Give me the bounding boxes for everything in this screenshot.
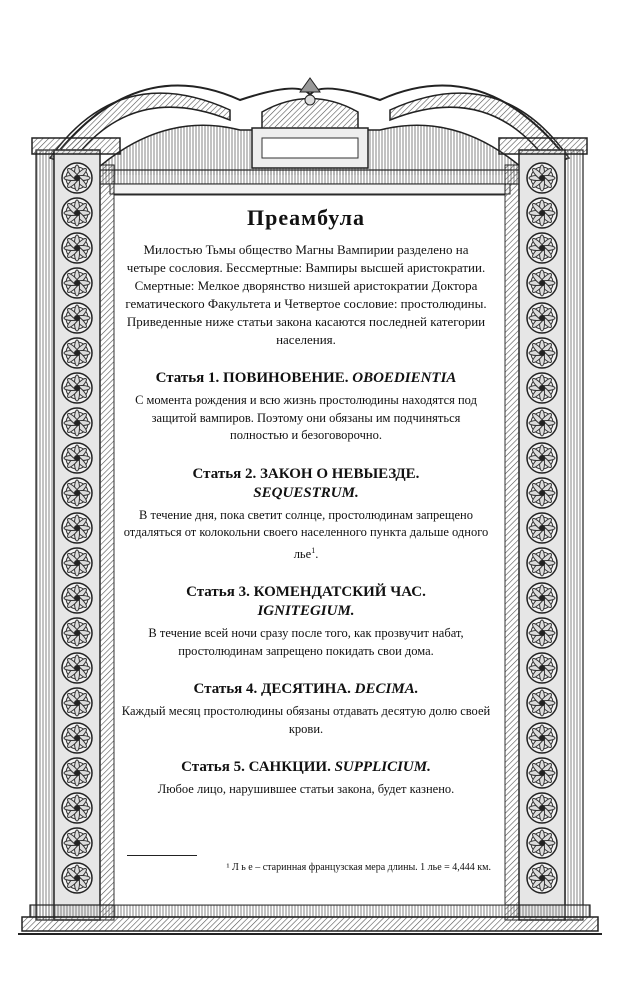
rosette-ornament bbox=[62, 233, 92, 263]
rosette-ornament bbox=[527, 513, 557, 543]
rosette-ornament bbox=[62, 163, 92, 193]
rosette-ornament bbox=[62, 688, 92, 718]
rosette-ornament bbox=[62, 793, 92, 823]
rosette-ornament bbox=[527, 653, 557, 683]
rosette-ornament bbox=[62, 828, 92, 858]
rosette-ornament bbox=[527, 303, 557, 333]
rosette-ornament bbox=[62, 338, 92, 368]
rosette-ornament bbox=[62, 548, 92, 578]
rosette-ornament bbox=[527, 723, 557, 753]
rosette-ornament bbox=[62, 443, 92, 473]
rosette-ornament bbox=[62, 198, 92, 228]
rosette-ornament bbox=[62, 408, 92, 438]
page-title: Преамбула bbox=[246, 205, 366, 230]
rosette-ornament bbox=[527, 828, 557, 858]
article-heading: Статья 4. ДЕСЯТИНА. DECIMA. bbox=[193, 681, 419, 698]
rosette-ornament bbox=[62, 303, 92, 333]
article-body: В течение дня, пока светит солнце, простолюдинам запрещено отдаляться от колокольни своего населенного пункта дальше одного лье$^1$. bbox=[123, 507, 489, 561]
article-body: Каждый месяц простолюдины обязаны отдавать десятую долю своей крови. bbox=[121, 704, 491, 736]
rosette-ornament bbox=[527, 163, 557, 193]
preamble-text: Милостью Тьмы общество Магны Вампирии разделено на четыре сословия. Бессмертные: Вампиры высшей аристократии. Смертные: Мелкое дворянство низшей аристократии Доктора гематического Факультета и Четвертое сословие: простолюдины. Приведенные ниже статьи закона касаются последней категории населения. bbox=[125, 242, 487, 347]
rosette-ornament bbox=[527, 338, 557, 368]
rosette-ornament bbox=[62, 513, 92, 543]
article-3 bbox=[121, 583, 491, 660]
article-4 bbox=[121, 680, 491, 738]
rosette-ornament bbox=[527, 198, 557, 228]
article-heading: Статья 3. КОМЕНДАТСКИЙ ЧАС. IGNITEGIUM. bbox=[186, 584, 426, 620]
rosette-ornament bbox=[527, 863, 557, 893]
article-2 bbox=[121, 465, 491, 564]
footnote-ref[interactable]: 1 bbox=[311, 545, 316, 555]
article-heading: Статья 5. САНКЦИИ. SUPPLICIUM. bbox=[181, 759, 431, 776]
article-heading: Статья 1. ПОВИНОВЕНИЕ. OBOEDIENTIA bbox=[155, 370, 457, 386]
rosette-ornament bbox=[62, 268, 92, 298]
rosette-ornament bbox=[527, 443, 557, 473]
rosette-ornament bbox=[527, 373, 557, 403]
document-body bbox=[121, 195, 491, 885]
rosette-ornament bbox=[62, 758, 92, 788]
rosette-ornament bbox=[527, 758, 557, 788]
rosette-ornament bbox=[62, 373, 92, 403]
article-1 bbox=[121, 369, 491, 445]
rosette-ornament bbox=[527, 793, 557, 823]
rosette-ornament bbox=[527, 408, 557, 438]
article-5 bbox=[121, 758, 491, 799]
rosette-ornament bbox=[62, 653, 92, 683]
rosette-ornament bbox=[527, 233, 557, 263]
rosette-ornament bbox=[62, 583, 92, 613]
rosette-ornament bbox=[62, 863, 92, 893]
article-heading: Статья 2. ЗАКОН О НЕВЫЕЗДЕ. SEQUESTRUM. bbox=[192, 465, 420, 501]
rosette-ornament bbox=[62, 618, 92, 648]
article-body: В течение всей ночи сразу после того, как прозвучит набат, простолюдинам запрещено покидать свои дома. bbox=[148, 626, 464, 658]
rosette-ornament bbox=[62, 478, 92, 508]
footnote-divider bbox=[127, 855, 197, 856]
article-body: С момента рождения и всю жизнь простолюдины находятся под защитой вампиров. Поэтому они обязаны им подчиняться полностью и безоговорочно. bbox=[135, 393, 477, 442]
footnote: ¹ Л ь е – старинная французская мера длины. 1 лье = 4,444 км. bbox=[226, 862, 491, 873]
rosette-ornament bbox=[527, 688, 557, 718]
rosette-ornament bbox=[527, 618, 557, 648]
article-body: Любое лицо, нарушившее статьи закона, будет казнено. bbox=[157, 782, 455, 797]
rosette-ornament bbox=[527, 583, 557, 613]
rosette-ornament bbox=[62, 723, 92, 753]
rosette-ornament bbox=[527, 548, 557, 578]
rosette-ornament bbox=[527, 268, 557, 298]
rosette-ornament bbox=[527, 478, 557, 508]
